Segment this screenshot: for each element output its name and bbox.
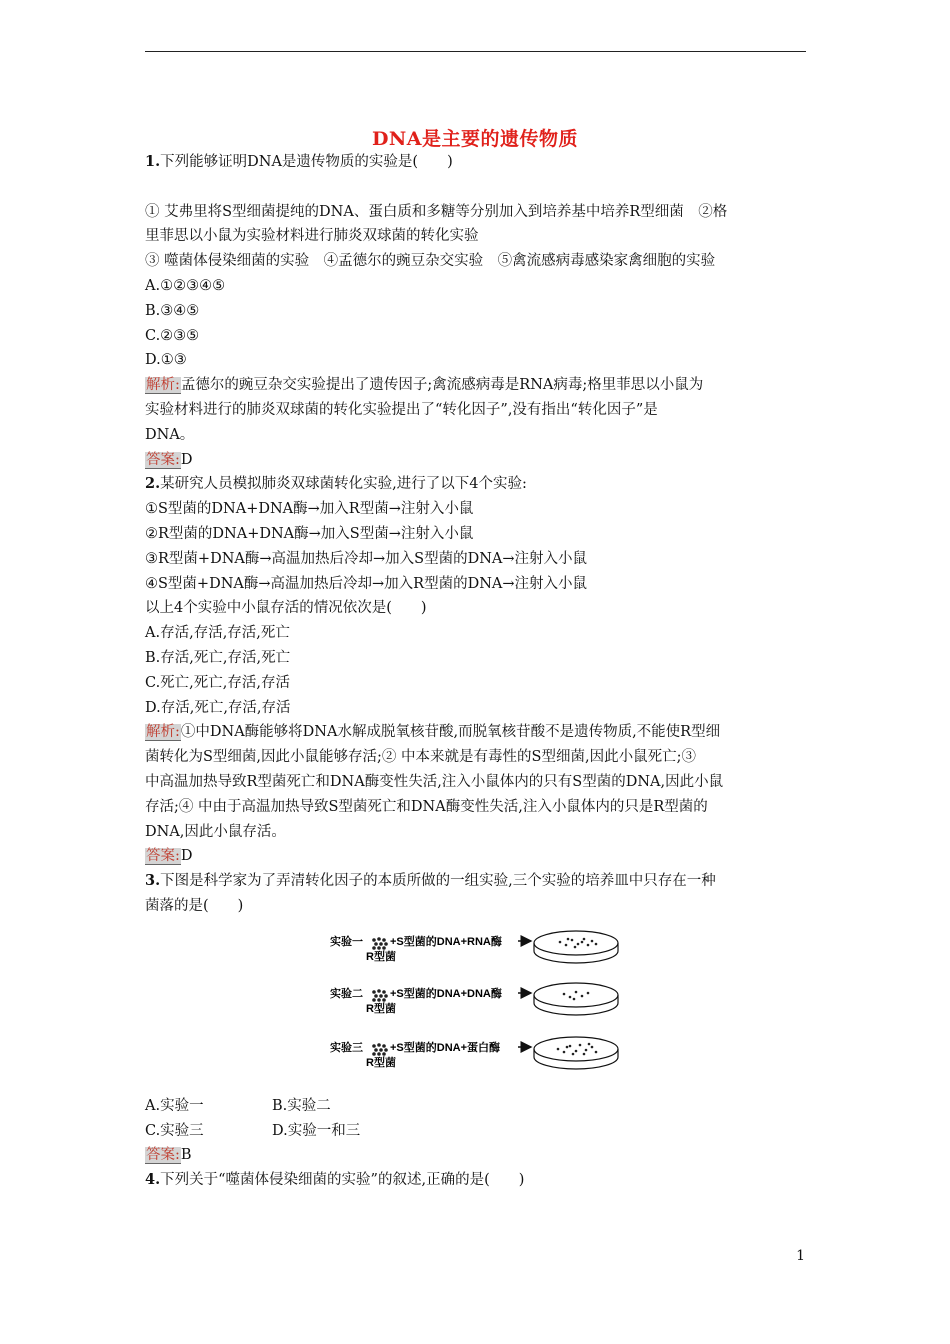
q1-option-d: D.①③: [145, 352, 187, 369]
q2-stem: 2.某研究人员模拟肺炎双球菌转化实验,进行了以下4个实验:: [145, 475, 527, 493]
q3-options-row1: [145, 1094, 806, 1119]
q2-option-d: D.存活,死亡,存活,存活: [145, 699, 291, 716]
q3-stem-line2: 菌落的是( ): [145, 897, 244, 914]
q1-stem: 1.下列能够证明DNA是遗传物质的实验是( ): [145, 153, 453, 170]
q3-stem: 3.下图是科学家为了弄清转化因子的本质所做的一组实验,三个实验的培养皿中只存在一种: [145, 872, 716, 890]
r-strain-label: R型菌: [366, 1056, 396, 1069]
exp2-label: 实验二: [330, 987, 363, 1000]
q3-option-b: B.实验二: [272, 1097, 331, 1114]
q2-analysis: 解析:①中DNA酶能够将DNA水解成脱氧核苷酸,而脱氧核苷酸不是遗传物质,不能使R型细: [146, 724, 721, 741]
exp1-label: 实验一: [330, 935, 363, 948]
exp3-reagent: +S型菌的DNA+蛋白酶: [390, 1041, 501, 1054]
q2-analysis-line3: 中高温加热导致R型菌死亡和DNA酶变性失活,注入小鼠体内的只有S型菌的DNA,因此小鼠: [145, 773, 724, 790]
q2-option-b: B.存活,死亡,存活,死亡: [145, 649, 291, 666]
r-strain-label: R型菌: [366, 1002, 396, 1015]
petri-dish-icon: [534, 931, 618, 963]
q3-option-c: C.实验三: [145, 1122, 204, 1139]
header-rule: [145, 51, 806, 52]
q1-items-line1: ① 艾弗里将S型细菌提纯的DNA、蛋白质和多糖等分别加入到培养基中培养R型细菌 ②格: [145, 203, 728, 220]
experiment-figure: [145, 919, 806, 1094]
document-title: DNA是主要的遗传物质: [371, 128, 579, 150]
q2-option-c: C.死亡,死亡,存活,存活: [145, 674, 291, 691]
experiment-row-3: [330, 1037, 618, 1069]
q2-analysis-line5: DNA,因此小鼠存活。: [145, 823, 286, 840]
q2-option-a: A.存活,存活,存活,死亡: [145, 625, 290, 642]
q2-question: 以上4个实验中小鼠存活的情况依次是( ): [145, 600, 427, 617]
q3-option-d: D.实验一和三: [272, 1122, 361, 1139]
q3-option-a: A.实验一: [145, 1097, 204, 1114]
answer-tag: 答案:: [146, 1147, 180, 1164]
q3-options-row2: [145, 1119, 806, 1144]
q2-exp2: ②R型菌的DNA+DNA酶→加入S型菌→注射入小鼠: [145, 525, 474, 542]
analysis-tag: 解析:: [146, 377, 180, 394]
q2-exp1: ①S型菌的DNA+DNA酶→加入R型菌→注射入小鼠: [145, 501, 474, 518]
r-cell-cluster-icon: [372, 937, 388, 950]
page-number: 1: [796, 1248, 805, 1264]
q2-answer: 答案:D: [146, 848, 193, 865]
q3-answer: 答案:B: [146, 1147, 192, 1164]
q1-items-line2: 里菲思以小鼠为实验材料进行肺炎双球菌的转化实验: [145, 228, 479, 245]
exp3-label: 实验三: [330, 1041, 363, 1054]
analysis-tag: 解析:: [146, 724, 180, 741]
q2-analysis-line4: 存活;④ 中由于高温加热导致S型菌死亡和DNA酶变性失活,注入小鼠体内的只是R型菌的: [145, 798, 708, 815]
q4-stem: 4.下列关于“噬菌体侵染细菌的实验”的叙述,正确的是( ): [145, 1171, 525, 1189]
answer-tag: 答案:: [146, 848, 180, 865]
q1-option-a: A.①②③④⑤: [145, 277, 226, 294]
r-cell-cluster-icon: [372, 1043, 388, 1056]
petri-dish-icon: [534, 1037, 618, 1069]
experiment-row-2: [330, 983, 618, 1015]
q1-option-c: C.②③⑤: [145, 327, 200, 344]
q1-analysis: 解析:孟德尔的豌豆杂交实验提出了遗传因子;禽流感病毒是RNA病毒;格里菲思以小鼠为: [146, 377, 704, 394]
q2-analysis-line2: 菌转化为S型细菌,因此小鼠能够存活;② 中本来就是有毒性的S型细菌,因此小鼠死亡;③: [145, 749, 696, 766]
r-cell-cluster-icon: [372, 989, 388, 1002]
exp2-reagent: +S型菌的DNA+DNA酶: [390, 987, 502, 1000]
q2-exp3: ③R型菌+DNA酶→高温加热后冷却→加入S型菌的DNA→注射入小鼠: [145, 550, 588, 567]
experiment-diagram: [330, 927, 630, 1077]
document-body: [145, 150, 806, 1193]
petri-dish-icon: [534, 983, 618, 1015]
q1-option-b: B.③④⑤: [145, 302, 200, 319]
answer-tag: 答案:: [146, 451, 180, 468]
exp1-reagent: +S型菌的DNA+RNA酶: [390, 935, 502, 948]
r-strain-label: R型菌: [366, 950, 396, 963]
q1-answer: 答案:D: [146, 451, 193, 468]
q1-analysis-line2: 实验材料进行的肺炎双球菌的转化实验提出了“转化因子”,没有指出“转化因子”是: [145, 401, 658, 418]
experiment-row-1: [330, 931, 618, 963]
q1-analysis-line3: DNA。: [145, 426, 195, 443]
q1-items-line3: ③ 噬菌体侵染细菌的实验 ④孟德尔的豌豆杂交实验 ⑤禽流感病毒感染家禽细胞的实验: [145, 253, 716, 270]
q2-exp4: ④S型菌+DNA酶→高温加热后冷却→加入R型菌的DNA→注射入小鼠: [145, 575, 588, 592]
